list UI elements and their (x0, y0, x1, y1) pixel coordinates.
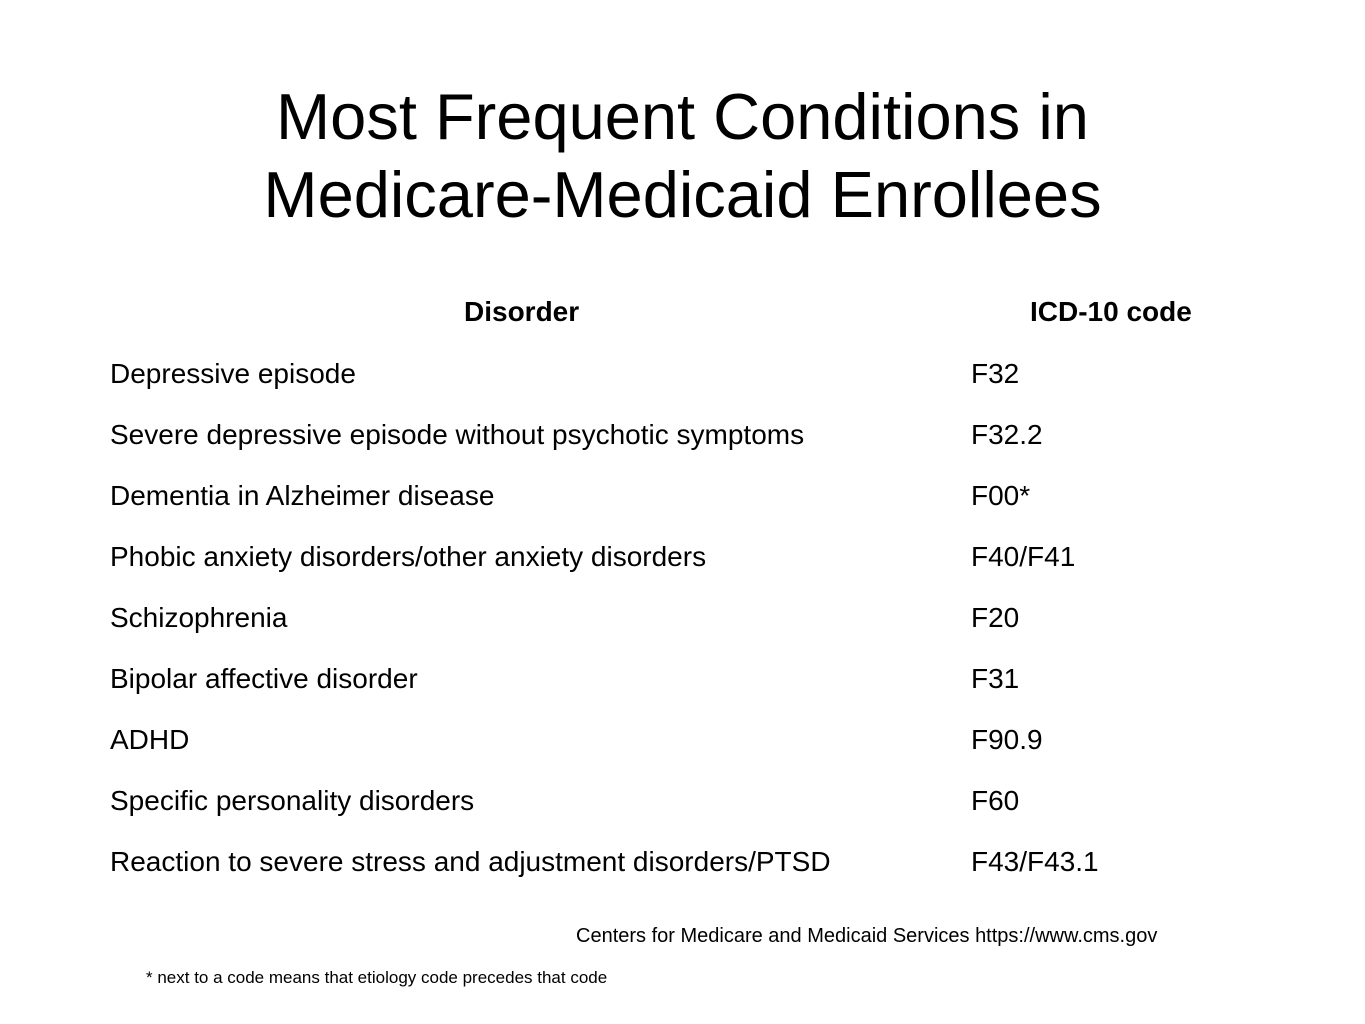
code-cell: F90.9 (971, 724, 1043, 755)
footnote: * next to a code means that etiology code precedes that code (146, 968, 608, 987)
code-cell: F31 (971, 663, 1020, 694)
table-row (0, 417, 1365, 453)
source-citation: Centers for Medicare and Medicaid Services https://www.cms.gov (576, 925, 1158, 947)
table-row (0, 783, 1365, 819)
code-cell: F40/F41 (971, 541, 1076, 572)
code-cell: F60 (971, 785, 1020, 816)
disorder-cell: Specific personality disorders (110, 785, 475, 816)
table-row (0, 600, 1365, 636)
disorder-cell: Dementia in Alzheimer disease (110, 480, 495, 511)
header-disorder: Disorder (464, 296, 580, 327)
code-cell: F32 (971, 358, 1020, 389)
table-row (0, 478, 1365, 514)
slide-title-line-2: Medicare-Medicaid Enrollees (263, 158, 1102, 231)
code-cell: F43/F43.1 (971, 846, 1099, 877)
code-cell: F00* (971, 480, 1031, 511)
table-row (0, 539, 1365, 575)
code-cell: F32.2 (971, 419, 1043, 450)
header-icd10-code: ICD-10 code (1030, 296, 1192, 327)
disorder-cell: Bipolar affective disorder (110, 663, 418, 694)
code-cell: F20 (971, 602, 1020, 633)
table-row (0, 722, 1365, 758)
disorder-cell: Schizophrenia (110, 602, 288, 633)
disorder-cell: Depressive episode (110, 358, 356, 389)
table-row (0, 844, 1365, 880)
slide-title-line-1: Most Frequent Conditions in (276, 80, 1089, 153)
table-row (0, 661, 1365, 697)
table-row (0, 356, 1365, 392)
disorder-cell: Severe depressive episode without psychotic symptoms (110, 419, 805, 450)
disorder-cell: Reaction to severe stress and adjustment disorders/PTSD (110, 846, 831, 877)
disorder-cell: Phobic anxiety disorders/other anxiety disorders (110, 541, 707, 572)
disorder-cell: ADHD (110, 724, 190, 755)
